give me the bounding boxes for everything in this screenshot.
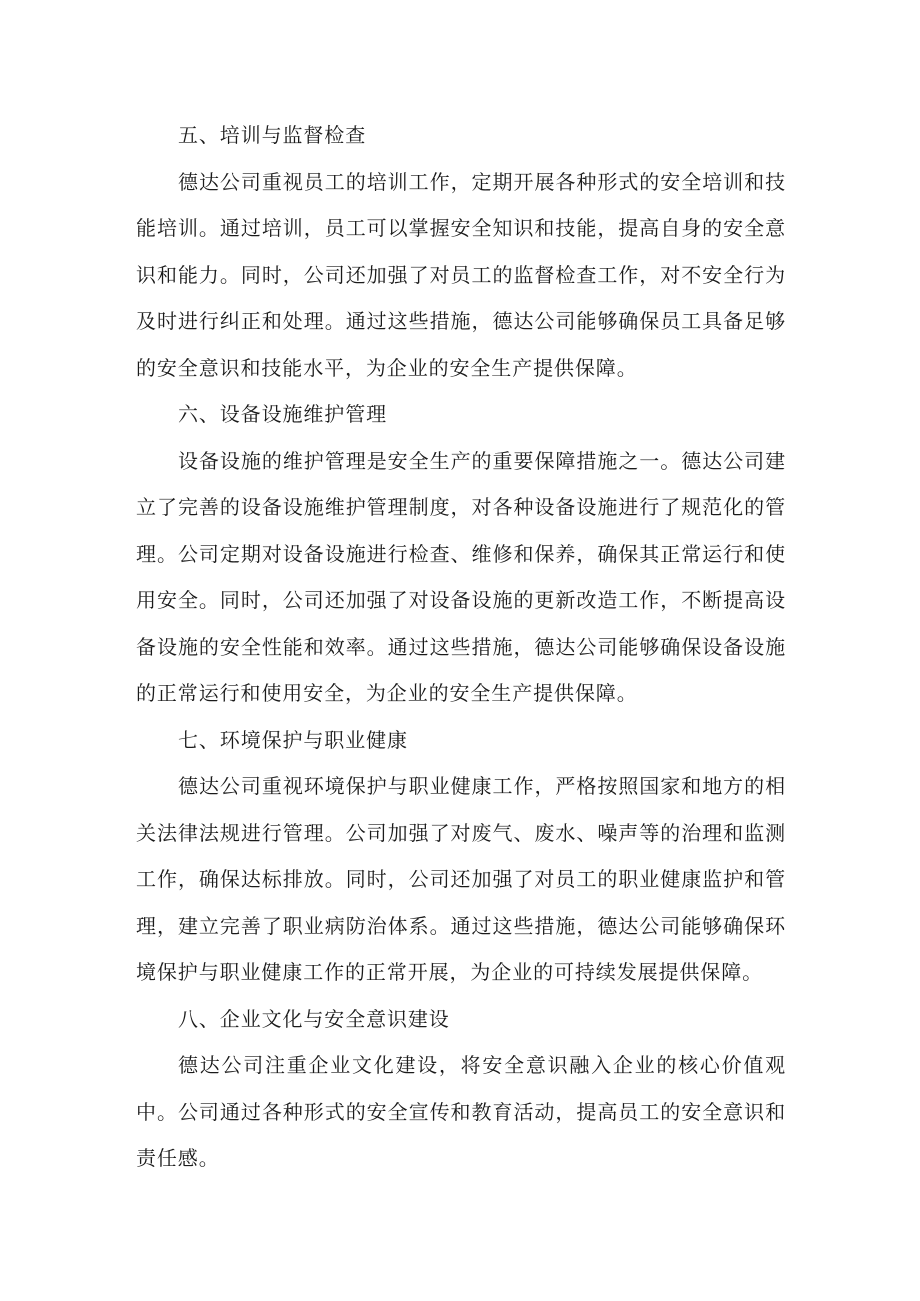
section-paragraph-8: 德达公司注重企业文化建设，将安全意识融入企业的核心价值观中。公司通过各种形式的安全宣传和教育活动，提高员工的安全意识和责任感。: [136, 1053, 786, 1170]
section-paragraph-7: 德达公司重视环境保护与职业健康工作，严格按照国家和地方的相关法律法规进行管理。公司加强了对废气、废水、噪声等的治理和监测工作，确保达标排放。同时，公司还加强了对员工的职业健康监护和管理，建立完善了职业病防治体系。通过这些措施，德达公司能够确保环境保护与职业健康工作的正常开展，为企业的可持续发展提供保障。: [136, 774, 786, 984]
section-paragraph-6: 设备设施的维护管理是安全生产的重要保障措施之一。德达公司建立了完善的设备设施维护管理制度，对各种设备设施进行了规范化的管理。公司定期对设备设施进行检查、维修和保养，确保其正常运行和使用安全。同时，公司还加强了对设备设施的更新改造工作，不断提高设备设施的安全性能和效率。通过这些措施，德达公司能够确保设备设施的正常运行和使用安全，为企业的安全生产提供保障。: [136, 448, 786, 705]
section-paragraph-5: 德达公司重视员工的培训工作，定期开展各种形式的安全培训和技能培训。通过培训，员工可以掌握安全知识和技能，提高自身的安全意识和能力。同时，公司还加强了对员工的监督检查工作，对不安全行为及时进行纠正和处理。通过这些措施，德达公司能够确保员工具备足够的安全意识和技能水平，为企业的安全生产提供保障。: [136, 169, 786, 380]
section-heading-5: 五、培训与监督检查: [178, 123, 367, 147]
section-heading-6: 六、设备设施维护管理: [178, 402, 387, 426]
section-heading-8: 八、企业文化与安全意识建设: [178, 1006, 450, 1031]
section-heading-7: 七、环境保护与职业健康: [178, 727, 408, 752]
document-body: [136, 112, 786, 1182]
